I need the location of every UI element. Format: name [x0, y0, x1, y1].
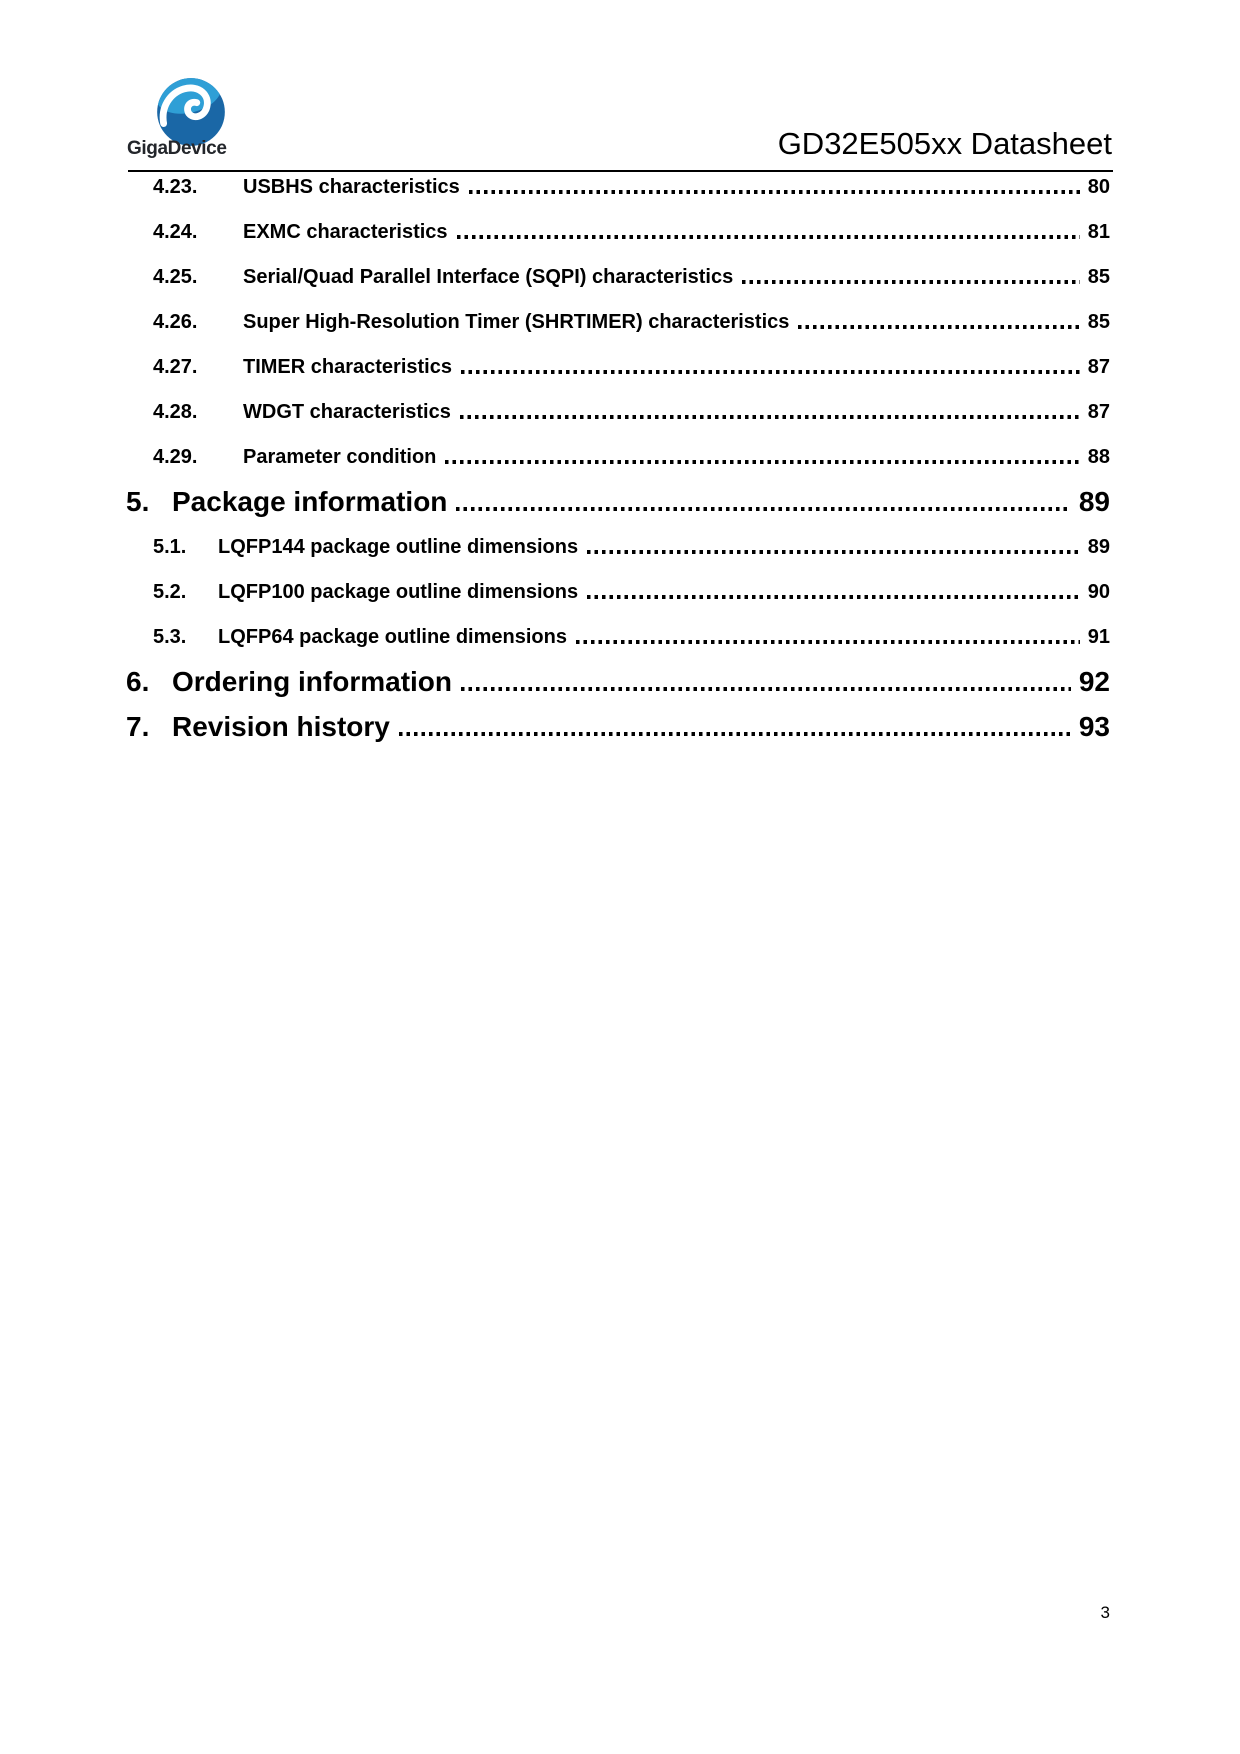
toc-entry-number: 4.27.	[153, 356, 198, 378]
toc-entry[interactable]	[0, 357, 1240, 402]
toc-entry-title: Serial/Quad Parallel Interface (SQPI) characteristics	[243, 266, 734, 288]
toc-entry-title: Ordering information	[172, 666, 452, 697]
toc-entry-page: 81	[1087, 221, 1110, 243]
toc-dot-leader	[587, 595, 1080, 599]
toc-entry[interactable]	[0, 668, 1240, 713]
toc-entry-number: 5.2.	[153, 581, 187, 603]
toc-entry-number: 5.3.	[153, 626, 187, 648]
toc-entry-number: 4.29.	[153, 446, 198, 468]
toc-entry-page: 93	[1078, 711, 1110, 742]
toc-entry-number: 5.	[126, 486, 150, 517]
toc-entry[interactable]	[0, 312, 1240, 357]
toc-dot-leader	[742, 280, 1080, 284]
toc-entry-number: 6.	[126, 666, 150, 697]
toc-entry[interactable]	[0, 267, 1240, 312]
toc-entry-title: Super High-Resolution Timer (SHRTIMER) characteristics	[243, 311, 790, 333]
toc-entry-title: LQFP64 package outline dimensions	[218, 626, 567, 648]
toc-entry-number: 7.	[126, 711, 150, 742]
toc-entry-number: 4.24.	[153, 221, 198, 243]
toc-entry-page: 89	[1078, 486, 1110, 517]
toc-entry[interactable]	[0, 488, 1240, 533]
toc-entry-page: 91	[1087, 626, 1110, 648]
toc-entry-number: 5.1.	[153, 536, 187, 558]
table-of-contents	[0, 177, 1240, 762]
toc-entry-page: 90	[1087, 581, 1110, 603]
toc-entry-page: 88	[1087, 446, 1110, 468]
toc-entry-title: Parameter condition	[243, 446, 437, 468]
toc-entry[interactable]	[0, 582, 1240, 627]
toc-entry-page: 85	[1087, 311, 1110, 333]
toc-entry-title: WDGT characteristics	[243, 401, 451, 423]
toc-entry-number: 4.23.	[153, 176, 198, 198]
toc-dot-leader	[587, 550, 1080, 554]
toc-entry-page: 85	[1087, 266, 1110, 288]
toc-dot-leader	[456, 507, 1070, 511]
toc-entry-title: LQFP100 package outline dimensions	[218, 581, 579, 603]
toc-dot-leader	[399, 732, 1071, 736]
toc-entry-page: 87	[1087, 401, 1110, 423]
toc-dot-leader	[576, 640, 1080, 644]
toc-dot-leader	[461, 687, 1071, 691]
toc-dot-leader	[445, 460, 1079, 464]
toc-entry-title: Revision history	[172, 711, 390, 742]
toc-dot-leader	[460, 415, 1080, 419]
toc-entry-page: 89	[1087, 536, 1110, 558]
toc-entry-title: EXMC characteristics	[243, 221, 448, 243]
toc-entry[interactable]	[0, 222, 1240, 267]
toc-entry-title: TIMER characteristics	[243, 356, 452, 378]
toc-entry[interactable]	[0, 713, 1240, 758]
toc-dot-leader	[798, 325, 1079, 329]
toc-entry-page: 92	[1078, 666, 1110, 697]
toc-entry-number: 4.26.	[153, 311, 198, 333]
toc-dot-leader	[469, 190, 1080, 194]
toc-entry-page: 87	[1087, 356, 1110, 378]
toc-entry-number: 4.25.	[153, 266, 198, 288]
document-title: GD32E505xx Datasheet	[777, 126, 1112, 161]
toc-entry-number: 4.28.	[153, 401, 198, 423]
header-divider-line	[128, 170, 1113, 172]
toc-entry-title: Package information	[172, 486, 448, 517]
toc-entry-page: 80	[1087, 176, 1110, 198]
gigadevice-logo-text: GigaDevice	[127, 138, 227, 159]
toc-entry[interactable]	[0, 177, 1240, 222]
toc-entry-title: LQFP144 package outline dimensions	[218, 536, 579, 558]
toc-entry[interactable]	[0, 537, 1240, 582]
footer-page-number: 3	[1100, 1603, 1110, 1622]
toc-dot-leader	[457, 235, 1080, 239]
toc-dot-leader	[461, 370, 1080, 374]
toc-entry-title: USBHS characteristics	[243, 176, 460, 198]
toc-entry[interactable]	[0, 402, 1240, 447]
